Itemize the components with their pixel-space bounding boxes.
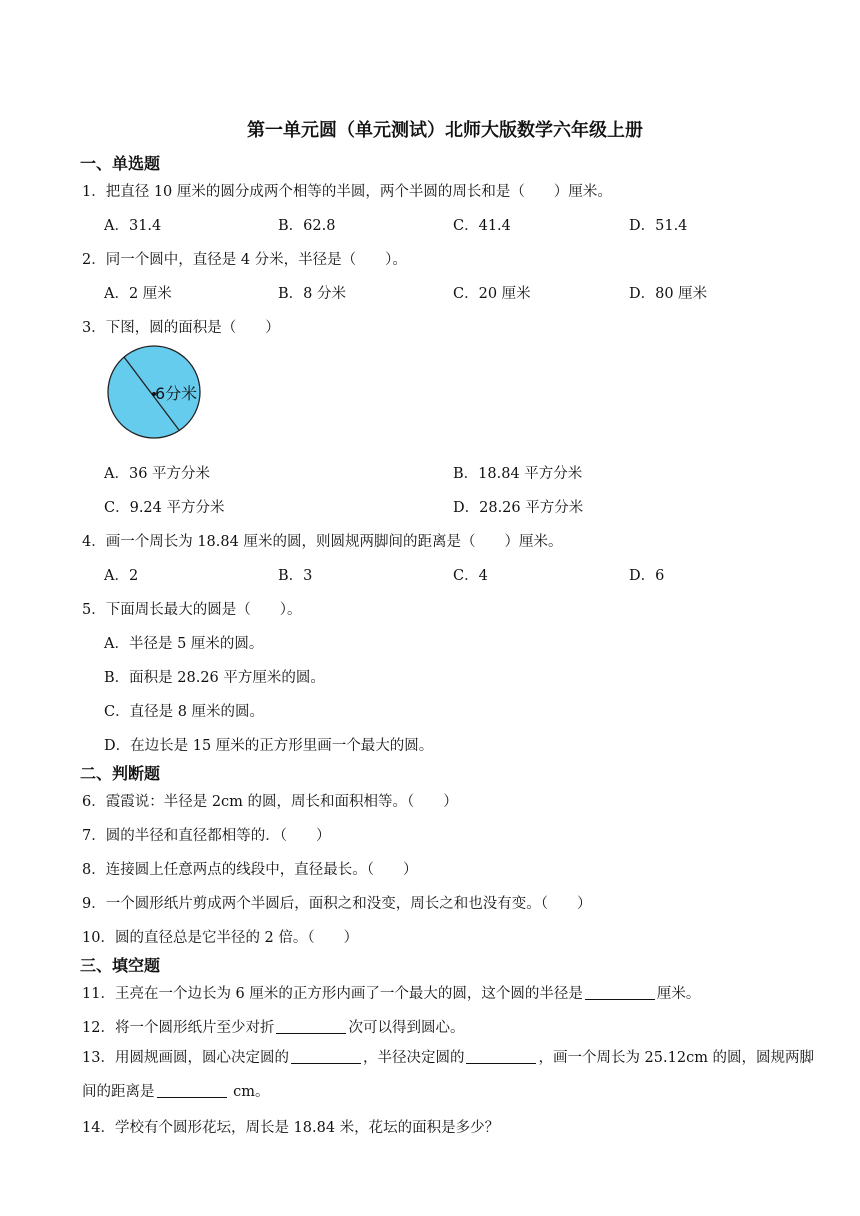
- question-4: 4．画一个周长为 18.84 厘米的圆，则圆规两脚间的距离是（ ）厘米。: [82, 534, 563, 550]
- q4-option-c: C．4: [453, 568, 488, 584]
- q1-option-c: C．41.4: [453, 218, 511, 234]
- q3-option-a: A．36 平方分米: [104, 466, 211, 482]
- q4-option-d: D．6: [629, 568, 665, 584]
- question-6: 6．霞霞说：半径是 2cm 的圆，周长和面积相等。（ ）: [82, 794, 458, 810]
- question-8: 8．连接圆上任意两点的线段中，直径最长。（ ）: [82, 862, 418, 878]
- q12-answer-blank[interactable]: [276, 1019, 346, 1034]
- q1-option-d: D．51.4: [629, 218, 688, 234]
- question-3: 3．下图，圆的面积是（ ）: [82, 320, 280, 336]
- q4-option-b: B．3: [278, 568, 313, 584]
- section-heading-fill-blank: 三、填空题: [80, 956, 161, 975]
- question-13: [82, 1041, 817, 1109]
- section-heading-single-choice: 一、单选题: [80, 154, 161, 173]
- q2-option-a: A．2 厘米: [104, 286, 172, 302]
- q12-text: 12．将一个圆形纸片至少对折: [82, 1020, 275, 1036]
- q12-tail: 次可以得到圆心。: [348, 1020, 465, 1036]
- figure-label: 6分米: [155, 384, 198, 403]
- question-14: 14．学校有个圆形花坛，周长是 18.84 米，花坛的面积是多少？: [82, 1120, 500, 1136]
- q3-option-b: B．18.84 平方分米: [453, 466, 583, 482]
- section-heading-true-false: 二、判断题: [80, 764, 161, 783]
- q11-text: 11．王亮在一个边长为 6 厘米的正方形内画了一个最大的圆，这个圆的半径是: [82, 986, 583, 1002]
- page-title: 第一单元圆（单元测试）北师大版数学六年级上册: [247, 120, 643, 141]
- q13-text-2: ，半径决定圆的: [362, 1050, 465, 1066]
- q13-answer-blank-1[interactable]: [291, 1049, 361, 1064]
- q11-answer-blank[interactable]: [585, 985, 655, 1000]
- q1-option-b: B．62.8: [278, 218, 336, 234]
- q1-option-a: A．31.4: [104, 218, 162, 234]
- q2-option-c: C．20 厘米: [453, 286, 531, 302]
- q11-unit: 厘米。: [656, 986, 701, 1002]
- q3-option-c: C．9.24 平方分米: [104, 500, 225, 516]
- q3-option-d: D．28.26 平方分米: [453, 500, 584, 516]
- q13-text-3: ，画一个周长为 25.12cm 的圆，圆规两脚间的距离是: [82, 1050, 815, 1100]
- q2-option-b: B．8 分米: [278, 286, 346, 302]
- question-11: [82, 982, 700, 1003]
- q2-option-d: D．80 厘米: [629, 286, 708, 302]
- q5-option-a: A．半径是 5 厘米的圆。: [104, 636, 264, 652]
- q13-answer-blank-2[interactable]: [466, 1049, 536, 1064]
- q13-text-4: cm。: [228, 1084, 270, 1100]
- q13-text-1: 13．用圆规画圆，圆心决定圆的: [82, 1050, 289, 1066]
- question-9: 9．一个圆形纸片剪成两个半圆后，面积之和没变，周长之和也没有变。（ ）: [82, 896, 592, 912]
- question-12: [82, 1016, 464, 1037]
- question-7: 7．圆的半径和直径都相等的．（ ）: [82, 828, 331, 844]
- question-2: 2．同一个圆中，直径是 4 分米，半径是（ ）。: [82, 252, 407, 268]
- q4-option-a: A．2: [104, 568, 139, 584]
- question-10: 10．圆的直径总是它半径的 2 倍。（ ）: [82, 930, 359, 946]
- q5-option-b: B．面积是 28.26 平方厘米的圆。: [104, 670, 325, 686]
- q13-answer-blank-3[interactable]: [157, 1083, 227, 1098]
- circle-figure: [104, 342, 204, 442]
- question-5: 5．下面周长最大的圆是（ ）。: [82, 602, 302, 618]
- q5-option-d: D．在边长是 15 厘米的正方形里画一个最大的圆。: [104, 738, 434, 754]
- question-1: 1．把直径 10 厘米的圆分成两个相等的半圆，两个半圆的周长和是（ ）厘米。: [82, 184, 612, 200]
- q5-option-c: C．直径是 8 厘米的圆。: [104, 704, 265, 720]
